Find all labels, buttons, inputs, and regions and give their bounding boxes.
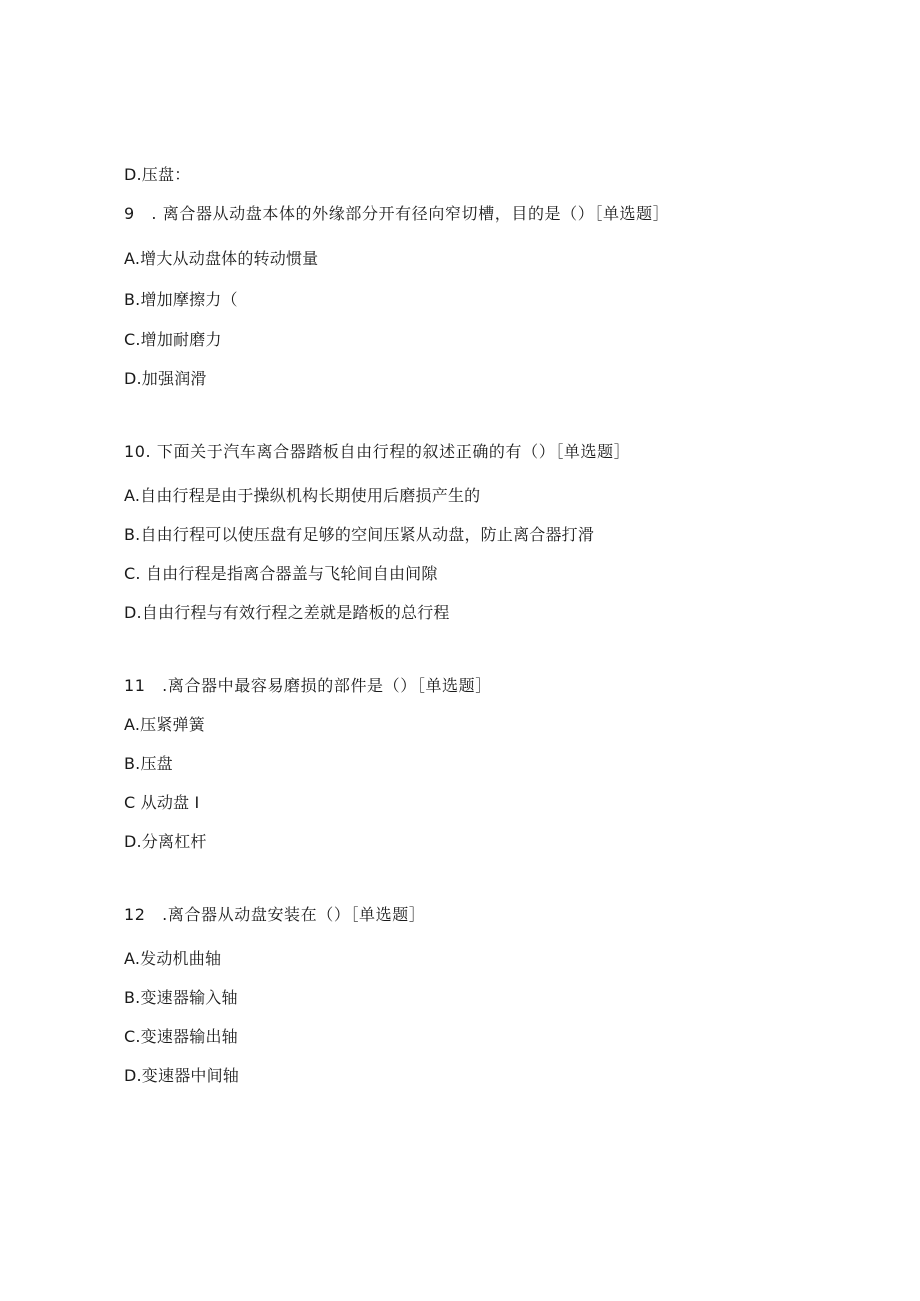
- question-12-option-b: B.变速器输入轴: [124, 988, 238, 1007]
- question-10-option-c: C. 自由行程是指离合器盖与飞轮间自由间隙: [124, 564, 438, 583]
- question-stem-10: 10. 下面关于汽车离合器踏板自由行程的叙述正确的有（）［单选题］: [124, 442, 631, 461]
- question-10-option-a: A.自由行程是由于操纵机构长期使用后磨损产生的: [124, 486, 481, 505]
- question-11-option-a: A.压紧弹簧: [124, 715, 205, 734]
- question-9-option-c: C.增加耐磨力: [124, 330, 222, 349]
- question-stem-12: 12 .离合器从动盘安装在（）［单选题］: [124, 905, 426, 924]
- question-10-option-d: D.自由行程与有效行程之差就是踏板的总行程: [124, 603, 450, 622]
- question-stem-11: 11 .离合器中最容易磨损的部件是（）［单选题］: [124, 676, 492, 695]
- question-11-option-d: D.分离杠杆: [124, 832, 207, 851]
- question-9-option-a: A.增大从动盘体的转动惯量: [124, 249, 319, 268]
- carryover-option-d: D.压盘：: [124, 165, 191, 184]
- question-9-option-d: D.加强润滑: [124, 369, 207, 388]
- question-9-option-b: B.增加摩擦力（: [124, 290, 238, 309]
- question-10-option-b: B.自由行程可以使压盘有足够的空间压紧从动盘，防止离合器打滑: [124, 525, 595, 544]
- question-11-option-c: C 从动盘 I: [124, 793, 200, 812]
- question-stem-9: 9 . 离合器从动盘本体的外缘部分开有径向窄切槽，目的是（）［单选题］: [124, 204, 670, 223]
- question-11-option-b: B.压盘: [124, 754, 173, 773]
- question-12-option-d: D.变速器中间轴: [124, 1066, 240, 1085]
- question-12-option-c: C.变速器输出轴: [124, 1027, 238, 1046]
- question-12-option-a: A.发动机曲轴: [124, 949, 222, 968]
